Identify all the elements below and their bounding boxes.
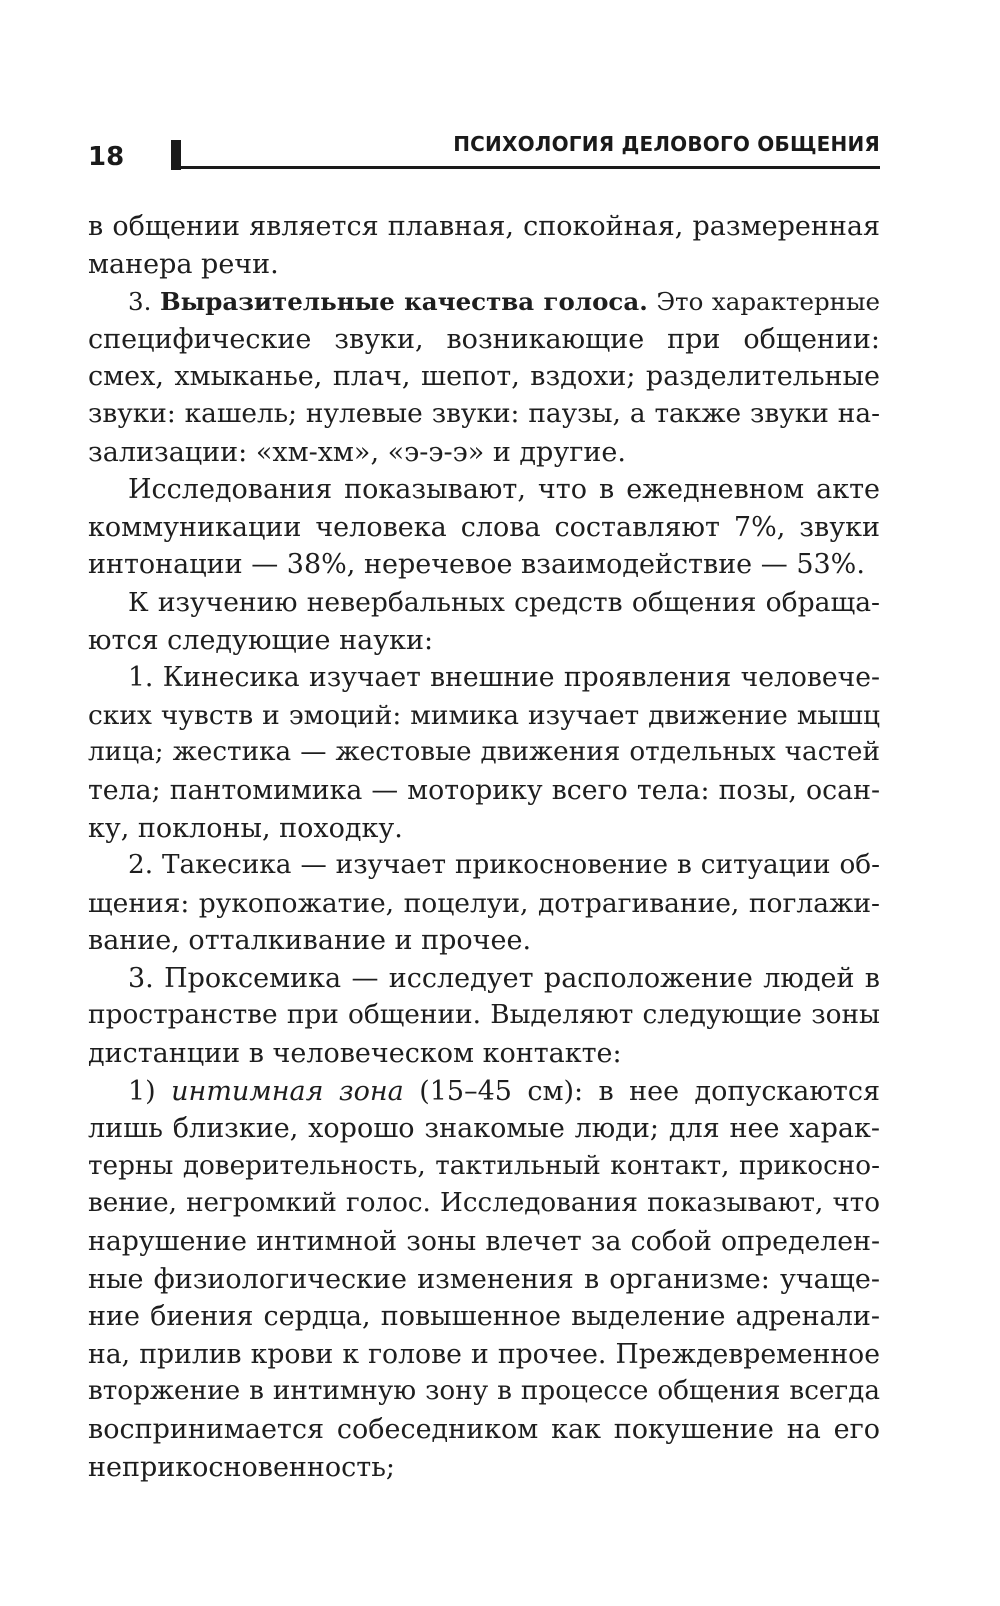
text-line: нарушение интимной зоны влечет за собой определен-: [88, 1226, 880, 1258]
text-line: К изучению невербальных средств общения обраща-: [128, 586, 880, 618]
text-line: ние биения сердца, повышенное выделение адренали-: [88, 1301, 880, 1333]
text-fragment: (15–45 см): в нее допускаются: [419, 1075, 881, 1107]
text-line: тела; пантомимика — моторику всего тела: позы, осан-: [88, 774, 880, 806]
text-line: дистанции в человеческом контакте:: [88, 1038, 622, 1070]
text-line: смех, хмыканье, плач, шепот, вздохи; разделительные: [88, 361, 880, 393]
text-line: звуки: кашель; нулевые звуки: паузы, а также звуки на-: [88, 398, 880, 429]
text-line: 3. Проксемика — исследует расположение людей в: [128, 962, 880, 994]
text-line: лица; жестика — жестовые движения отдельных частей: [88, 737, 880, 768]
text-line: [88, 1073, 880, 1111]
text-line: Исследования показывают, что в ежедневном акте: [128, 474, 880, 506]
text-line: интонации — 38%, неречевое взаимодействие — 53%.: [88, 549, 865, 581]
page-header: [88, 128, 880, 178]
item-number: 3.: [128, 287, 152, 317]
text-line: пространстве при общении. Выделяют следующие зоны: [88, 1000, 880, 1031]
text-line: лишь близкие, хорошо знакомые люди; для нее харак-: [88, 1113, 880, 1145]
text-line: 2. Такесика — изучает прикосновение в ситуации об-: [128, 850, 880, 881]
text-line: неприкосновенность;: [88, 1451, 396, 1483]
text-fragment: Это характерные: [656, 287, 881, 317]
text-line: коммуникации человека слова составляют 7%, звуки: [88, 511, 880, 543]
text-line: зализации: «хм-хм», «э-э-э» и другие.: [88, 436, 626, 468]
item-number: 1): [128, 1075, 156, 1107]
text-line: вание, отталкивание и прочее.: [88, 925, 532, 957]
text-line: вение, негромкий голос. Исследования показывают, что: [88, 1188, 880, 1219]
text-line: ются следующие науки:: [88, 624, 434, 656]
text-line: ные физиологические изменения в организме: учаще-: [88, 1263, 880, 1295]
header-rule: [171, 166, 880, 169]
text-line: ку, поклоны, походку.: [88, 812, 403, 844]
bold-heading: Выразительные качества голоса.: [159, 287, 648, 317]
text-line: специфические звуки, возникающие при общении:: [88, 323, 880, 355]
italic-term: интимная зона: [171, 1075, 404, 1107]
text-line: ских чувств и эмоций: мимика изучает движение мышц: [88, 699, 880, 731]
text-line: [88, 283, 880, 321]
text-line: вторжение в интимную зону в процессе общения всегда: [88, 1376, 880, 1407]
body-text: [88, 208, 880, 1486]
text-line: манера речи.: [88, 248, 279, 280]
text-line: 1. Кинесика изучает внешние проявления человече-: [128, 662, 880, 694]
text-line: в общении является плавная, спокойная, размеренная: [88, 211, 880, 242]
text-line: терны доверительность, тактильный контакт, прикосно-: [88, 1150, 880, 1181]
text-line: воспринимается собеседником как покушение на его: [88, 1414, 880, 1445]
page-number: 18: [88, 142, 125, 172]
text-line: щения: рукопожатие, поцелуи, дотрагивание, поглажи-: [88, 887, 880, 919]
text-line: на, прилив крови к голове и прочее. Преждевременное: [88, 1338, 880, 1370]
running-title: ПСИХОЛОГИЯ ДЕЛОВОГО ОБЩЕНИЯ: [453, 132, 880, 156]
